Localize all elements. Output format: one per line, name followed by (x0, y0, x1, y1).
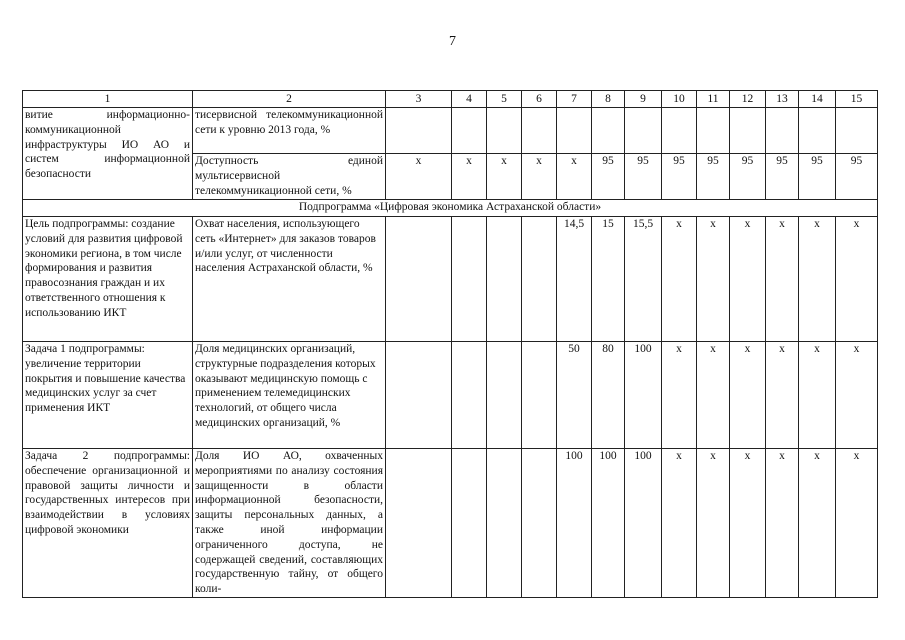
value-cell: 95 (592, 154, 625, 200)
table-row (23, 342, 878, 449)
col-header: 15 (836, 91, 878, 108)
value-cell: 95 (625, 154, 662, 200)
value-cell: 15,5 (625, 217, 662, 342)
indicator-cell: тисервисной телекоммуникационной сети к уровню 2013 года, % (193, 108, 386, 154)
col-header: 7 (557, 91, 592, 108)
goal-cell: витие информационно-коммуникационной инфраструктуры ИО АО и систем информационной безопасности (23, 108, 193, 200)
value-cell: x (766, 449, 799, 598)
value-cell: x (662, 217, 697, 342)
indicator-cell: Доля медицинских организаций, структурные подразделения которых оказывают медицинскую помощь с применением телемедицинских технологий, от общего числа медицинских организаций, % (193, 342, 386, 449)
table-row (23, 108, 878, 154)
value-cell (522, 449, 557, 598)
value-cell: 100 (625, 449, 662, 598)
value-cell: x (697, 217, 730, 342)
table-row (23, 217, 878, 342)
value-cell: x (730, 449, 766, 598)
value-cell: 14,5 (557, 217, 592, 342)
col-header: 13 (766, 91, 799, 108)
indicators-table (22, 90, 878, 598)
value-cell: x (557, 154, 592, 200)
value-cell: 95 (662, 154, 697, 200)
value-cell: 15 (592, 217, 625, 342)
col-header: 11 (697, 91, 730, 108)
value-cell (487, 342, 522, 449)
indicator-cell: Охват населения, использующего сеть «Интернет» для заказов товаров и/или услуг, от численности населения Астраханской области, % (193, 217, 386, 342)
col-header: 3 (386, 91, 452, 108)
value-cell: x (799, 217, 836, 342)
value-cell: x (836, 217, 878, 342)
value-cell: x (799, 449, 836, 598)
value-cell: x (766, 217, 799, 342)
value-cell: 95 (799, 154, 836, 200)
value-cell: 100 (625, 342, 662, 449)
value-cell: x (730, 342, 766, 449)
value-cell: 80 (592, 342, 625, 449)
table-row (23, 449, 878, 598)
col-header: 2 (193, 91, 386, 108)
page-number: 7 (449, 34, 456, 49)
col-header: 14 (799, 91, 836, 108)
col-header: 12 (730, 91, 766, 108)
task-cell: Задача 1 подпрограммы: увеличение территории покрытия и повышение качества медицинских услуг за счет применения ИКТ (23, 342, 193, 449)
value-cell (386, 449, 452, 598)
value-cell: 95 (836, 154, 878, 200)
indicator-cell: Доступность единой мультисервисной телекоммуникационной сети, % (193, 154, 386, 200)
value-cell (452, 449, 487, 598)
value-cell: 95 (697, 154, 730, 200)
header-row (23, 91, 878, 108)
col-header: 10 (662, 91, 697, 108)
value-cell: x (730, 217, 766, 342)
value-cell: x (799, 342, 836, 449)
value-cell: 100 (557, 449, 592, 598)
value-cell: 50 (557, 342, 592, 449)
value-cell: x (487, 154, 522, 200)
value-cell (452, 217, 487, 342)
col-header: 9 (625, 91, 662, 108)
value-cell: x (697, 449, 730, 598)
value-cell: x (386, 154, 452, 200)
value-cell (452, 342, 487, 449)
value-cell: x (522, 154, 557, 200)
value-cell: x (766, 342, 799, 449)
value-cell (487, 449, 522, 598)
subprogram-title-row (23, 200, 878, 217)
col-header: 1 (23, 91, 193, 108)
value-cell: x (662, 449, 697, 598)
value-cell: x (452, 154, 487, 200)
value-cell: x (836, 342, 878, 449)
col-header: 6 (522, 91, 557, 108)
indicator-cell: Доля ИО АО, охваченных мероприятиями по анализу состояния защищенности в области информационной безопасности, защиты персональных данных, а также иной информации ограниченного доступа, не содержащей сведений, составляющих государственную тайну, от общего коли- (193, 449, 386, 598)
col-header: 4 (452, 91, 487, 108)
value-cell: 95 (766, 154, 799, 200)
col-header: 8 (592, 91, 625, 108)
value-cell: x (662, 342, 697, 449)
subprogram-title: Подпрограмма «Цифровая экономика Астраханской области» (23, 200, 878, 217)
task-cell: Задача 2 подпрограммы: обеспечение организационной и правовой защиты личности и государственных интересов при взаимодействии в условиях цифровой экономики (23, 449, 193, 598)
value-cell: x (697, 342, 730, 449)
value-cell: 95 (730, 154, 766, 200)
col-header: 5 (487, 91, 522, 108)
value-cell (522, 342, 557, 449)
goal-cell: Цель подпрограммы: создание условий для развития цифровой экономики региона, в том числе формирования и развития правосознания граждан и их ответственного отношения к использованию ИКТ (23, 217, 193, 342)
value-cell (487, 217, 522, 342)
value-cell (386, 217, 452, 342)
value-cell (522, 217, 557, 342)
value-cell (386, 342, 452, 449)
value-cell: 100 (592, 449, 625, 598)
value-cell: x (836, 449, 878, 598)
